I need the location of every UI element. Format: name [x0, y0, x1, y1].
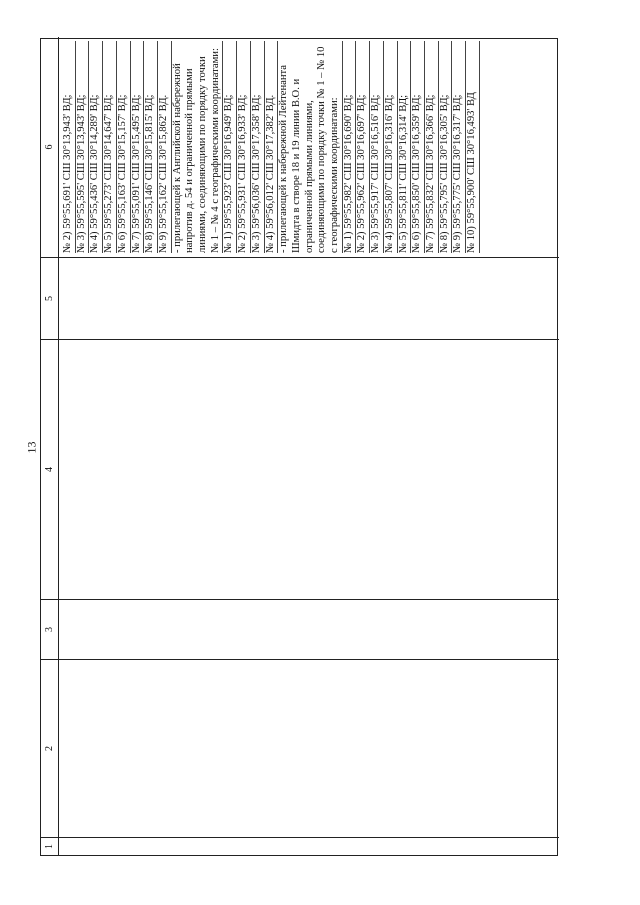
- body-col-4: [59, 339, 559, 599]
- coordinate-line: № 5) 59°55,811' СШ 30°16,314' ВД;: [398, 41, 412, 253]
- coordinate-line: соединяющими по порядку точки № 1 – № 10: [316, 46, 328, 253]
- coordinate-line: № 1 – № 4 с географическими координатами:: [210, 41, 224, 253]
- document-table: [40, 38, 558, 856]
- coordinate-line: с географическими координатами:: [329, 41, 343, 253]
- header-col-5: 5: [41, 257, 59, 339]
- coordinate-line: № 6) 59°55,850' СШ 30°16,359' ВД;: [411, 41, 425, 253]
- body-col-1: [59, 837, 559, 855]
- coordinate-line: № 10) 59°55,900' СШ 30°16,493' ВД: [466, 41, 480, 253]
- coordinate-line: № 9) 59°55,162' СШ 30°15,862' ВД.: [158, 41, 172, 253]
- coordinate-line: № 6) 59°55,163' СШ 30°15,157' ВД;: [117, 41, 131, 253]
- coordinate-line: № 3) 59°55,595' СШ 30°13,943' ВД;: [76, 41, 90, 253]
- header-col-4: 4: [41, 339, 59, 599]
- coordinate-line: № 8) 59°55,795' СШ 30°16,305' ВД;: [439, 41, 453, 253]
- coordinate-line: линиями, соединяющими по порядку точки: [197, 56, 209, 253]
- coordinate-line: Шмидта в створе 18 и 19 линии В.О. и: [290, 78, 302, 253]
- body-col-5: [59, 257, 559, 339]
- coordinate-line: ограниченной прямыми линиями,: [303, 100, 315, 253]
- coordinate-line: напротив д. 54 и ограниченной прямыми: [184, 68, 196, 253]
- header-col-3: 3: [41, 599, 59, 659]
- coordinate-line: № 2) 59°55,691' СШ 30°13,943' ВД;: [62, 41, 76, 253]
- header-col-1: 1: [41, 837, 59, 855]
- coordinate-line: № 2) 59°55,962' СШ 30°16,697' ВД;: [356, 41, 370, 253]
- header-col-2: 2: [41, 659, 59, 837]
- coordinate-line: № 4) 59°56,012' СШ 30°17,382' ВД.: [265, 41, 279, 253]
- body-col-6-coordinates: [59, 37, 559, 257]
- body-col-2: [59, 659, 559, 837]
- coordinate-line: № 8) 59°55,146' СШ 30°15,815' ВД;: [144, 41, 158, 253]
- coordinate-line: № 7) 59°55,832' СШ 30°16,366' ВД;: [425, 41, 439, 253]
- coordinate-line: № 2) 59°55,931' СШ 30°16,933' ВД;: [237, 41, 251, 253]
- coordinate-line: № 4) 59°55,436' СШ 30°14,289' ВД;: [89, 41, 103, 253]
- document-table-wrapper: [40, 38, 558, 856]
- coordinate-line: - прилегающей к набережной Лейтенанта: [278, 65, 290, 253]
- coordinate-line: № 1) 59°55,982' СШ 30°16,690' ВД;: [343, 41, 357, 253]
- coordinate-line: № 3) 59°55,917' СШ 30°16,516' ВД;: [370, 41, 384, 253]
- coordinate-line: № 7) 59°55,091' СШ 30°15,495' ВД;: [131, 41, 145, 253]
- page-number: 13: [24, 441, 39, 454]
- coordinate-line: № 4) 59°55,807' СШ 30°16,316' ВД;: [384, 41, 398, 253]
- header-col-6: 6: [41, 37, 59, 257]
- coordinate-line: № 1) 59°55,923' СШ 30°16,949' ВД;: [223, 41, 237, 253]
- coordinate-line: № 5) 59°55,273' СШ 30°14,647' ВД;: [103, 41, 117, 253]
- coordinate-line: № 3) 59°56,036' СШ 30°17,358' ВД;: [251, 41, 265, 253]
- body-col-3: [59, 599, 559, 659]
- coordinate-line: № 9) 59°55,775' СШ 30°16,317' ВД;: [452, 41, 466, 253]
- coordinate-line: - прилегающей к Английской набережной: [171, 63, 183, 253]
